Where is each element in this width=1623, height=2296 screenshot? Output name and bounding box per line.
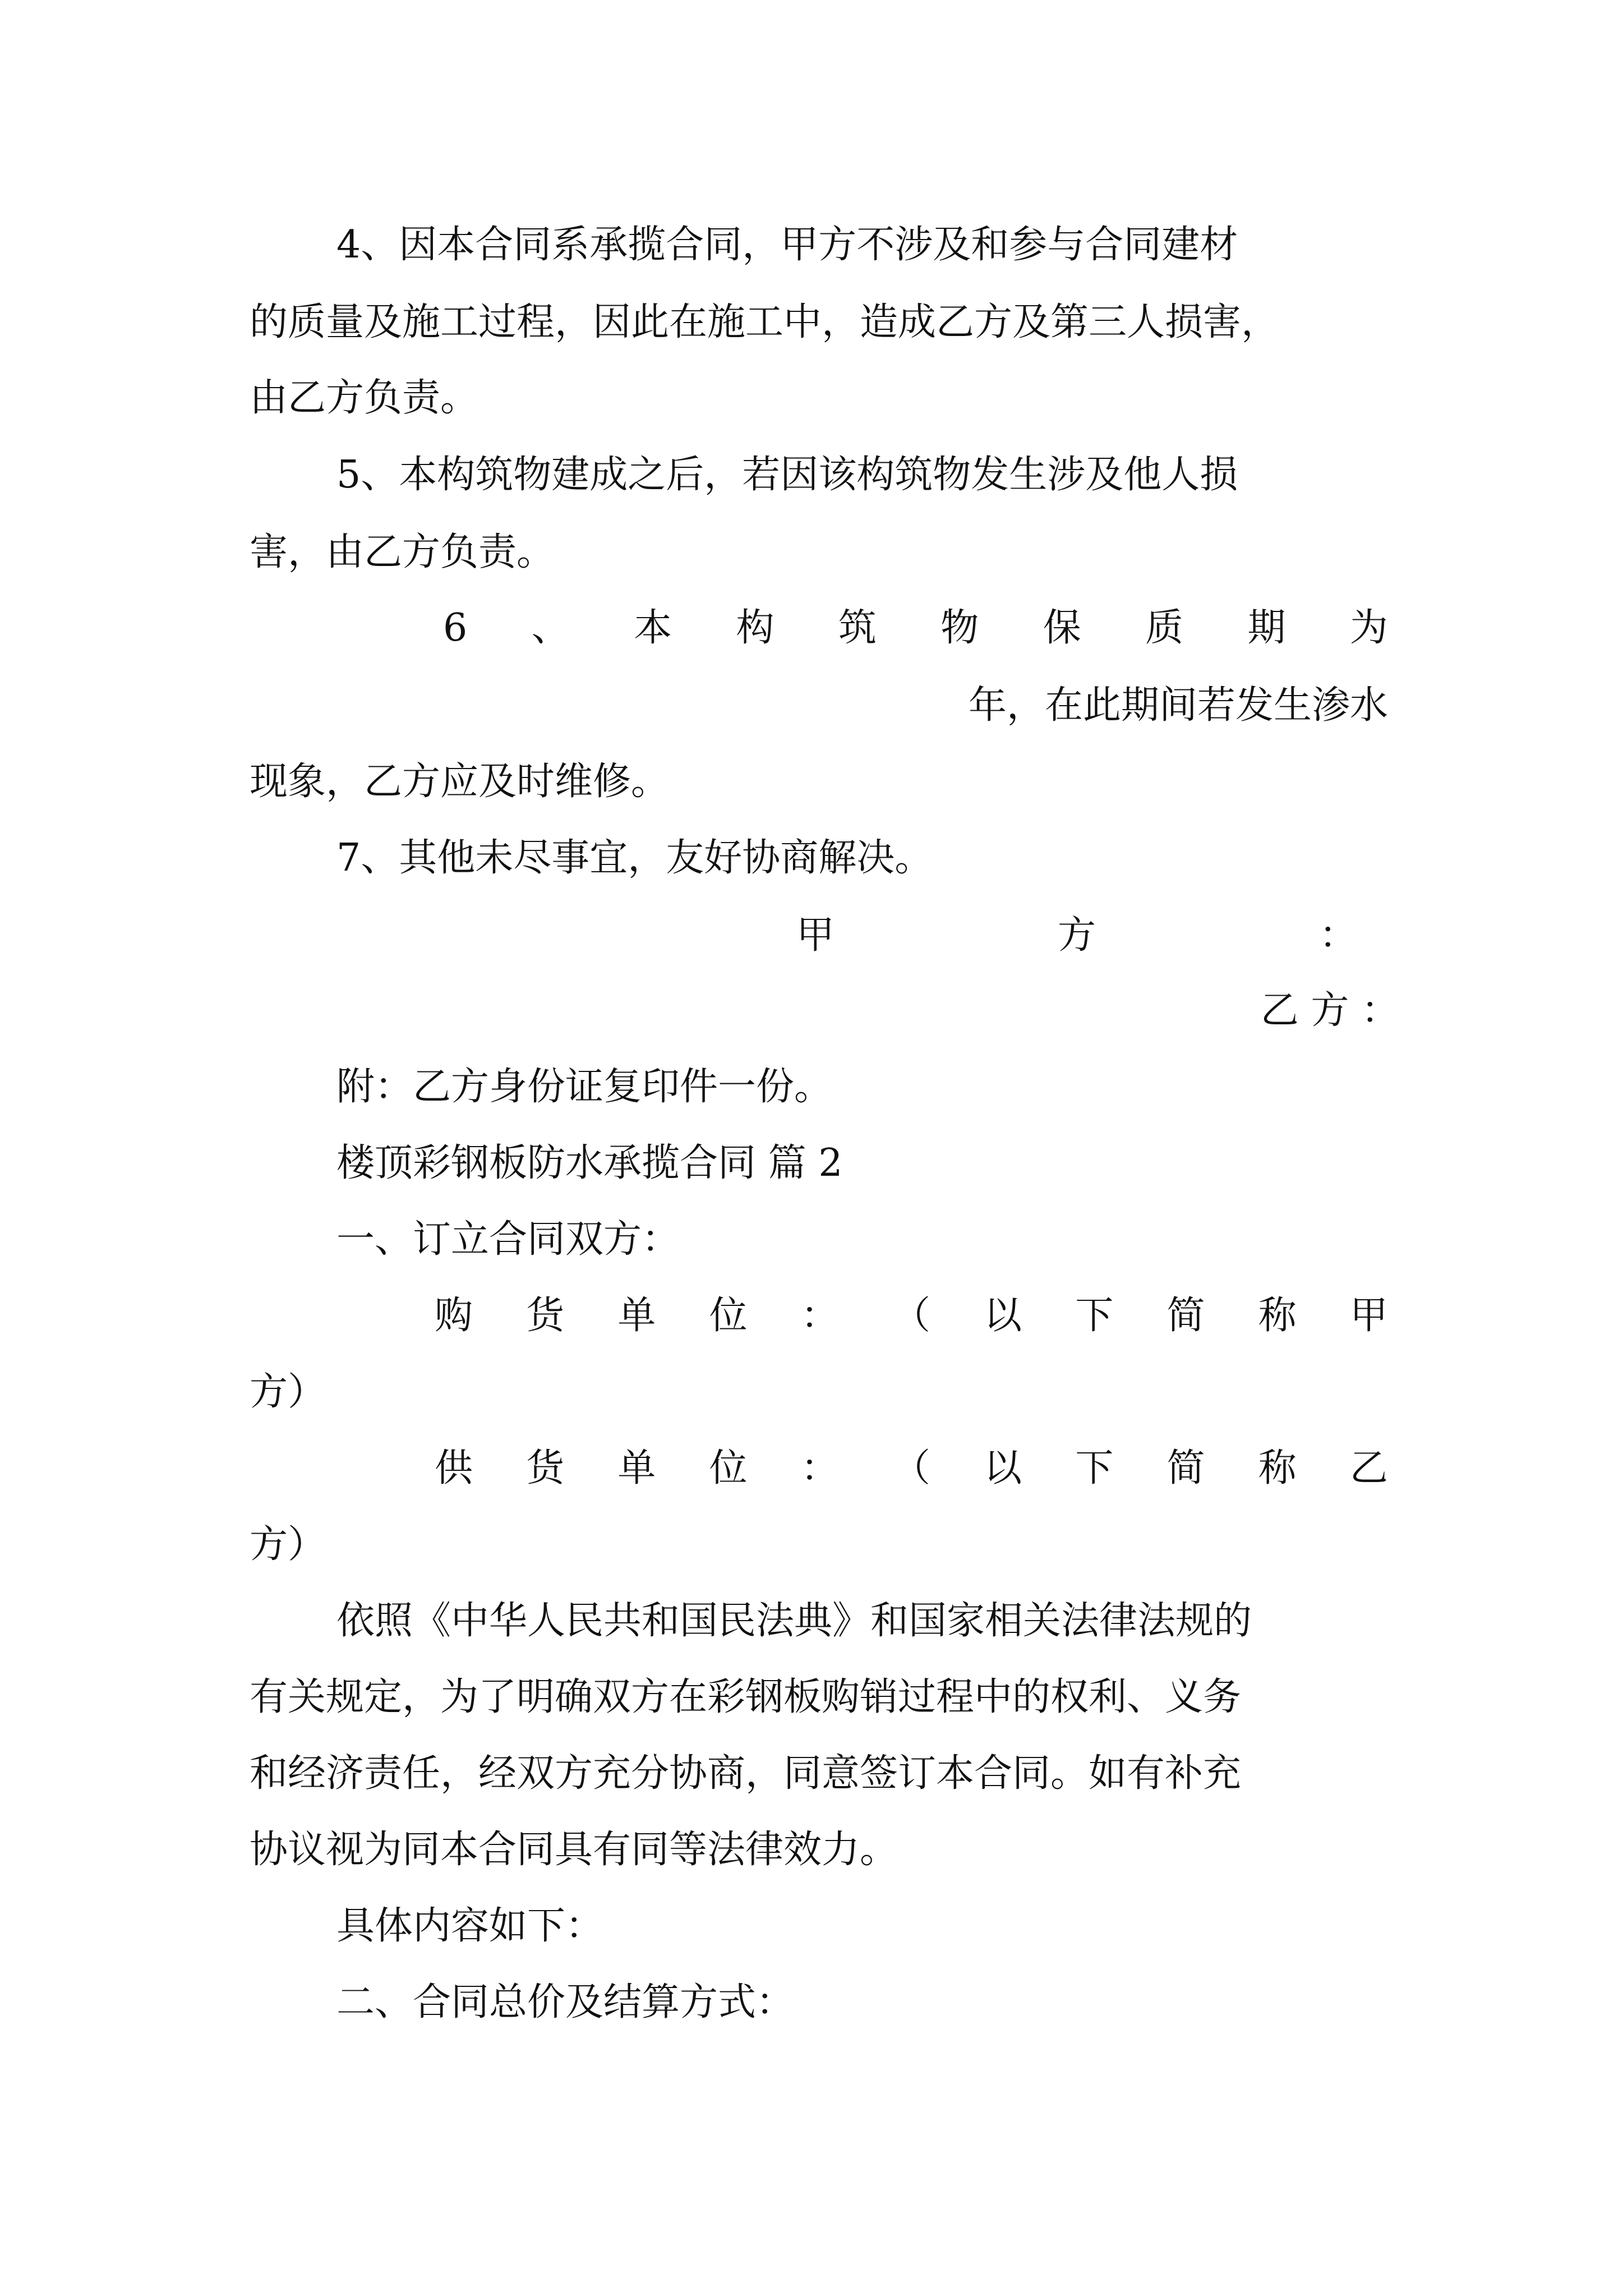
parties-heading: 一、订立合同双方： <box>336 1217 680 1262</box>
buyer-char: ： <box>800 1294 839 1338</box>
supplier-char: 简 <box>1166 1446 1205 1490</box>
supplier-char: 以 <box>984 1446 1022 1490</box>
party-a-char: 方 <box>1057 913 1096 958</box>
supplier-char: 货 <box>526 1446 565 1490</box>
item6-char: 质 <box>1145 606 1184 650</box>
item6-line3: 现象，乙方应及时维修。 <box>250 760 670 804</box>
supplier-char: 供 <box>435 1446 473 1490</box>
item6-char: 为 <box>1349 606 1388 650</box>
buyer-char: 单 <box>617 1294 656 1338</box>
buyer-char: 简 <box>1166 1294 1205 1338</box>
item6-char: 构 <box>736 606 774 650</box>
buyer-char: 下 <box>1075 1294 1114 1338</box>
supplier-char: 位 <box>709 1446 748 1490</box>
content-intro: 具体内容如下： <box>336 1904 604 1948</box>
supplier-char: （ <box>892 1446 930 1490</box>
party-a-char: 甲 <box>796 913 835 958</box>
party-b-signature: 乙 方 ： <box>1260 988 1399 1033</box>
item6-line2: 年，在此期间若发生渗水 <box>968 683 1388 728</box>
basis-line1: 依照《中华人民共和国民法典》和国家相关法律法规的 <box>336 1599 1252 1643</box>
supplier-char: ： <box>800 1446 839 1490</box>
item4-line3: 由乙方负责。 <box>250 376 479 420</box>
basis-line4: 协议视为同本合同具有同等法律效力。 <box>250 1828 898 1872</box>
basis-line2: 有关规定，为了明确双方在彩钢板购销过程中的权利、义务 <box>250 1675 1242 1719</box>
buyer-char: 购 <box>435 1294 473 1338</box>
item6-char: 、 <box>531 606 570 650</box>
buyer-line-tail: 方） <box>250 1370 326 1414</box>
buyer-char: 称 <box>1258 1294 1297 1338</box>
item6-line1 <box>443 600 1388 656</box>
buyer-char: （ <box>892 1294 930 1338</box>
item4-line1: 4、因本合同系承揽合同，甲方不涉及和参与合同建材 <box>336 223 1238 267</box>
supplier-line-tail: 方） <box>250 1522 326 1567</box>
party-a-char: ： <box>1318 913 1357 958</box>
item6-char: 筑 <box>838 606 877 650</box>
basis-line3: 和经济责任，经双方充分协商，同意签订本合同。如有补充 <box>250 1751 1242 1796</box>
supplier-char: 单 <box>617 1446 656 1490</box>
attachment-note: 附：乙方身份证复印件一份。 <box>336 1065 833 1109</box>
buyer-line <box>435 1288 1388 1344</box>
item5-line2: 害，由乙方负责。 <box>250 530 555 574</box>
item6-char: 本 <box>634 606 672 650</box>
item6-char: 物 <box>940 606 979 650</box>
item5-line1: 5、本构筑物建成之后，若因该构筑物发生涉及他人损 <box>336 453 1238 497</box>
item7: 7、其他未尽事宜，友好协商解决。 <box>336 836 933 880</box>
buyer-char: 位 <box>709 1294 748 1338</box>
item6-char: 6 <box>443 606 468 650</box>
supplier-line <box>435 1441 1388 1497</box>
party-a-signature <box>796 908 1357 964</box>
item6-char: 保 <box>1043 606 1081 650</box>
buyer-char: 货 <box>526 1294 565 1338</box>
buyer-char: 以 <box>984 1294 1022 1338</box>
price-heading: 二、合同总价及结算方式： <box>336 1980 795 2024</box>
item6-char: 期 <box>1247 606 1286 650</box>
buyer-char: 甲 <box>1349 1294 1388 1338</box>
section-title: 楼顶彩钢板防水承揽合同 篇 2 <box>336 1141 843 1185</box>
supplier-char: 下 <box>1075 1446 1114 1490</box>
supplier-char: 称 <box>1258 1446 1297 1490</box>
supplier-char: 乙 <box>1349 1446 1388 1490</box>
item4-line2: 的质量及施工过程，因此在施工中，造成乙方及第三人损害， <box>250 300 1280 344</box>
